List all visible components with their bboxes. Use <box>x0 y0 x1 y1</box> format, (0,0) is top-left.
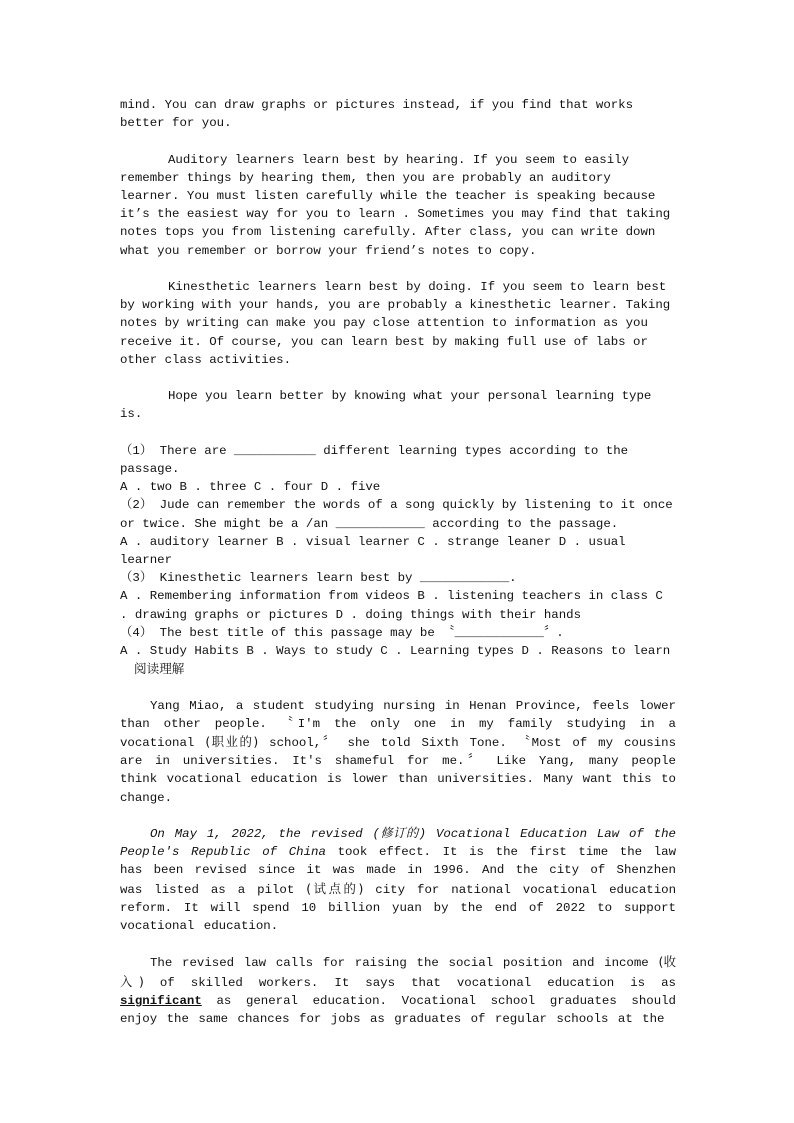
p3-keyword-significant: significant <box>120 993 202 1008</box>
question-1-options: A . two B . three C . four D . five <box>120 480 381 495</box>
p2-text-b: city for national vocational education reform. It will spend 10 billion yuan by the end of 2022 to support vocational education. <box>120 882 677 934</box>
passage1-paragraph-closing: Hope you learn better by knowing what your personal learning type is. <box>120 389 652 422</box>
p1-text-b: school,〞 she told Sixth Tone. 〝Most of my cousins are in universities. It's shameful for me.〞 Like Yang, many people think vocational education is lower than universities. Many want this to change. <box>120 736 677 805</box>
p3-text-c: as general education. Vocational school graduates should enjoy the same chances for jobs as graduates of regular schools at the <box>120 993 676 1027</box>
question-2-options: A . auditory learner B . visual learner C . strange leaner D . usual learner <box>120 534 626 568</box>
question-1-stem: （1） There are ___________ different learning types according to the passage. <box>120 443 629 476</box>
question-3-stem: （3） Kinesthetic learners learn best by ____________. <box>120 571 517 586</box>
p3-text-b: of skilled workers. It says that vocational education is as <box>159 975 676 990</box>
document-page <box>120 96 676 1028</box>
p1-note-vocational: (职业的) <box>205 734 259 750</box>
question-3-options: A . Remembering information from videos B . listening teachers in class C . drawing graphs or pictures D . doing things with their hands <box>120 589 663 622</box>
passage1-paragraph-kinesthetic: Kinesthetic learners learn best by doing. If you seem to learn best by working with your hands, you are probably a kinesthetic learner. Taking notes by writing can make you pay close attention to information as you receive it. Of course, you can learn best by making full use of labs or other class activities. <box>120 280 671 367</box>
p3-note-income: (收入) <box>120 954 676 989</box>
question-4-options: A . Study Habits B . Ways to study C . Learning types D . Reasons to learn <box>120 644 671 659</box>
p1-text-a: Yang Miao, a student studying nursing in Henan Province, feels lower than other people. 〝I'm the only one in my family studying in a vocational <box>120 698 676 751</box>
passage1-paragraph-auditory: Auditory learners learn best by hearing. If you seem to easily remember things by hearing them, then you are probably an auditory learner. You must listen carefully while the teacher is speaking because it’s the easiest way for you to learn . Sometimes you may find that taking notes tops you from listening carefully. After class, you can write down what you remember or borrow your friend’s notes to copy. <box>120 152 671 258</box>
p3-text-a: The revised law calls for raising the social position and income <box>150 956 649 971</box>
p2-text-a: took effect. It is the first time the law has been revised since it was made in 1996. And the city of Shenzhen was listed as a pilot <box>120 845 677 897</box>
p2-italic-law-title: On May 1, 2022, the revised (修订的) Vocational Education Law of the People's Republic of China <box>120 827 676 860</box>
question-4-stem: （4） The best title of this passage may be 〝____________〞. <box>120 625 564 640</box>
p2-note-pilot: (试点的) <box>306 880 364 896</box>
section-title-reading: 阅读理解 <box>134 661 185 677</box>
passage2-paragraph-2 <box>120 825 676 935</box>
passage1-paragraph-visual-end: mind. You can draw graphs or pictures instead, if you find that works better for you. <box>120 98 634 131</box>
question-2-stem: （2） Jude can remember the words of a song quickly by listening to it once or twice. She might be a /an ____________ according to the passage. <box>120 498 673 531</box>
passage2-paragraph-1 <box>120 697 676 807</box>
passage2-paragraph-3 <box>120 953 676 1028</box>
